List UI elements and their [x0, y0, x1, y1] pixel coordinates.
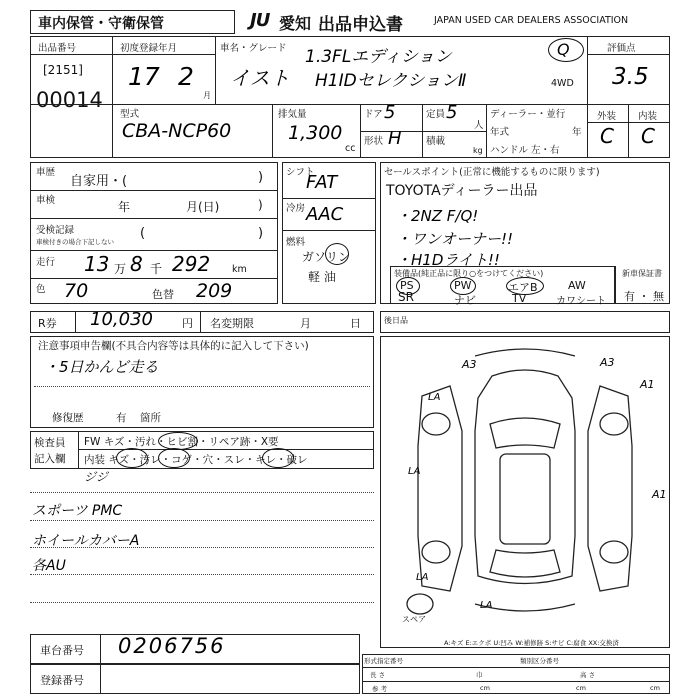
drive-4wd: 4WD	[551, 78, 574, 89]
tire-front-right	[600, 413, 628, 435]
inspection-label: 車検	[36, 195, 56, 206]
damage-a1-right2: A1	[652, 488, 667, 501]
history-label: 車歴	[36, 167, 56, 178]
equip-title: 装備品(純正品に限り○をつけてください)	[394, 269, 544, 278]
equip-circle-airbag	[506, 277, 544, 295]
disp-value: 1,300	[288, 122, 343, 144]
handle-label: ハンドル 左・右	[490, 145, 560, 156]
selling-dealer-line: TOYOTAディーラー出品	[386, 183, 538, 199]
first-reg-month-unit: 月	[203, 91, 211, 100]
inspection-month-day: 月(日)	[186, 200, 220, 214]
height-label: 高 さ	[580, 671, 596, 679]
car-name: イスト	[230, 66, 290, 90]
cm-unit-3: cm	[650, 684, 660, 692]
car-diagram	[380, 336, 670, 648]
damage-la-left3: LA	[416, 572, 429, 583]
inspector-label1: 検査員	[34, 437, 66, 449]
year-label: 年式	[490, 127, 510, 138]
damage-la-left2: LA	[408, 466, 421, 477]
drive-q: Q	[557, 40, 570, 59]
fuel-diesel: 軽 油	[308, 270, 336, 284]
later-label: 後日品	[384, 316, 408, 325]
history-close: )	[258, 170, 264, 185]
change-month: 月	[300, 317, 311, 330]
car-roof	[500, 454, 550, 544]
equip-circle-pw	[450, 277, 476, 295]
ticket-yen: 円	[182, 317, 193, 330]
damage-la-right: LA	[480, 600, 493, 611]
shift-label: シフト	[286, 167, 315, 178]
door-value: 5	[384, 102, 396, 123]
mileage-man-unit: 万	[114, 262, 127, 276]
year-unit: 年	[572, 127, 582, 138]
fuel-label: 燃料	[286, 237, 306, 248]
ticket-value: 10,030	[90, 309, 153, 330]
logo-mark: JU	[250, 10, 270, 31]
damage-a3-right: A3	[600, 356, 615, 369]
damage-a3-left: A3	[462, 358, 477, 371]
spec-label1: 形式指定番号	[364, 657, 403, 665]
circle-dirt	[158, 448, 190, 468]
equip-tv: TV	[512, 292, 527, 305]
inspector-fw-line: FW キズ・汚れ・ヒビ割・リペア跡・X要	[84, 436, 279, 448]
reg-label: 登録番号	[40, 674, 84, 687]
warranty-value: 有 ・ 無	[624, 290, 664, 303]
type-value: CBA-NCP60	[122, 120, 232, 142]
records-label: 受検記録	[36, 225, 75, 236]
seats-unit: 人	[474, 120, 484, 131]
selling-point1: ・2NZ F/Q!	[396, 207, 479, 225]
tire-front-left	[422, 413, 450, 435]
circle-stain	[158, 432, 198, 450]
equip-ps: PS	[400, 279, 414, 292]
inspector-comment1: スポーツ PMC	[32, 503, 123, 519]
interior-value: C	[641, 124, 655, 148]
car-front-bumper	[475, 349, 575, 356]
grade-line1: 1.3FLエディション	[305, 47, 452, 67]
lot-label: 出品番号	[38, 43, 77, 54]
repair-label: 修復歴	[52, 412, 84, 424]
load-unit: kg	[473, 146, 483, 155]
mileage-rest: 292	[172, 252, 211, 276]
inspector-comment2: ホイールカバーA	[32, 533, 140, 549]
equip-seat: カワシート	[556, 296, 606, 307]
car-outline-top	[475, 370, 575, 584]
load-label: 積載	[426, 136, 446, 147]
repair-place: 箇所	[140, 412, 161, 424]
mileage-sen-unit: 千	[150, 262, 163, 276]
notes-title: 注意事項申告欄(不具合内容等は具体的に記入して下さい)	[38, 340, 309, 352]
fuel-gas: ガソリン	[302, 250, 351, 264]
score-label: 評価点	[607, 43, 636, 54]
grade-line2: H1IDセレクションⅡ	[315, 71, 467, 91]
damage-a1-right1: A1	[640, 378, 655, 391]
door-label: ドア	[364, 109, 383, 120]
disp-unit: cc	[345, 143, 356, 154]
records-close: )	[258, 226, 264, 241]
storage-label: 車内保管・守衛保管	[38, 16, 164, 32]
recolor-label: 色替	[152, 288, 174, 301]
width-label: 巾	[476, 671, 483, 679]
mileage-km-unit: km	[232, 264, 247, 275]
inspector-label2: 記入欄	[34, 453, 66, 465]
exterior-label: 外装	[597, 111, 617, 122]
recolor-value: 209	[196, 280, 233, 302]
chassis-label: 車台番号	[40, 644, 84, 657]
disp-label: 排気量	[278, 109, 307, 120]
equip-pw: PW	[454, 279, 472, 292]
length-label: 長 さ	[370, 671, 386, 679]
form-title: 出品申込書	[318, 15, 403, 35]
inspector-interior-line: 内装 キズ・汚レ・コゲ・穴・スレ・キレ・破レ	[84, 454, 308, 466]
equip-airbag: エアB	[508, 281, 538, 294]
drive-circle	[548, 38, 584, 62]
color-label: 色	[36, 284, 46, 295]
equip-sr: SR	[398, 290, 414, 304]
spare-tire	[407, 594, 433, 614]
repair-value: 有	[116, 412, 127, 424]
equip-circle-ps	[396, 277, 420, 295]
first-reg-year: 17	[128, 62, 160, 91]
later-box	[380, 311, 670, 333]
ticket-label: R券	[38, 317, 57, 330]
mileage-man: 13	[84, 252, 110, 276]
seats-value: 5	[446, 102, 458, 123]
shape-value: H	[388, 128, 402, 149]
equip-navi: ナビ	[454, 294, 476, 307]
warranty-title: 新車保証書	[622, 269, 662, 278]
inspection-close: )	[258, 198, 263, 212]
mileage-label: 走行	[36, 257, 56, 268]
selling-point3: ・H1Dライト!!	[396, 251, 500, 269]
cm-unit-2: cm	[576, 684, 586, 692]
damage-la-left1: LA	[428, 392, 441, 403]
seats-label: 定員	[426, 109, 446, 120]
car-windshield	[490, 418, 560, 448]
ac-value: AAC	[306, 204, 344, 225]
chassis-value: 0206756	[118, 634, 226, 658]
inspector-comment3: 各AU	[32, 558, 66, 574]
color-value: 70	[64, 280, 89, 302]
car-rear-window	[490, 550, 560, 577]
inspector-mark: ジジ	[84, 470, 108, 484]
price-row	[30, 311, 374, 333]
change-day: 日	[350, 317, 361, 330]
equip-aw: AW	[568, 279, 586, 292]
history-value: 自家用・(	[70, 174, 128, 189]
ref-label: 参 考	[372, 685, 388, 693]
circle-scratch	[116, 448, 148, 468]
spare-label: スペア	[402, 615, 426, 624]
ac-label: 冷房	[286, 203, 306, 214]
circle-wear	[262, 448, 294, 468]
model-label: 車名・グレード	[220, 43, 287, 54]
tire-rear-left	[422, 541, 450, 563]
logo-region: 愛知	[279, 14, 312, 33]
mileage-sen: 8	[130, 252, 143, 276]
selling-point2: ・ワンオーナー!!	[396, 230, 514, 248]
lot-number: 00014	[36, 88, 103, 112]
damage-legend: A:キズ E:エクボ U:凹み W:補修跡 S:サビ C:腐食 XX:交換済	[444, 639, 619, 647]
dealer-label: ディーラー・並行	[490, 109, 566, 120]
spec-box	[362, 654, 670, 694]
spec-label2: 類別区分番号	[520, 657, 559, 665]
lot-code: [2151]	[43, 63, 83, 77]
first-reg-month: 2	[178, 62, 194, 91]
inspection-year: 年	[118, 200, 131, 214]
association-name: JAPAN USED CAR DEALERS ASSOCIATION	[434, 15, 629, 26]
notes-item1: ・5日かんど走る	[44, 358, 159, 376]
shape-label: 形状	[364, 136, 384, 147]
records-open: (	[140, 226, 146, 241]
fuel-circle	[325, 243, 349, 265]
type-label: 型式	[120, 109, 140, 120]
first-reg-label: 初度登録年月	[120, 43, 178, 54]
cm-unit-1: cm	[480, 684, 490, 692]
change-label: 名変期限	[210, 317, 254, 330]
records-note: 車検付きの場合下記しない	[36, 238, 114, 246]
interior-label: 内装	[638, 111, 658, 122]
selling-title: セールスポイント(正常に機能するものに限ります)	[384, 167, 600, 178]
shift-value: FAT	[306, 172, 338, 193]
score-value: 3.5	[612, 64, 649, 90]
exterior-value: C	[600, 124, 614, 148]
tire-rear-right	[600, 541, 628, 563]
